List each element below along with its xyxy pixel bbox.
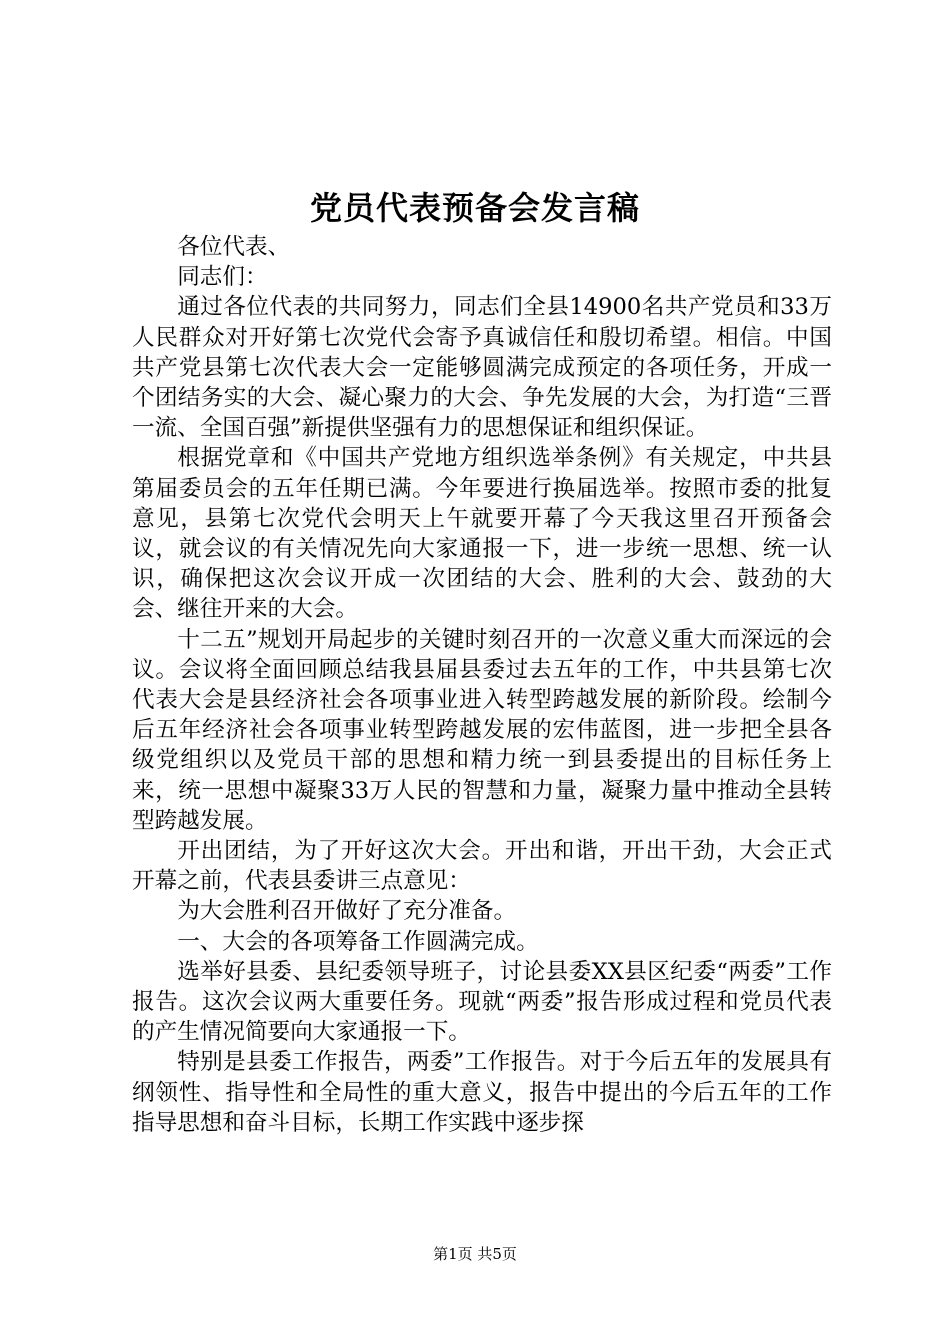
paragraph: 通过各位代表的共同努力，同志们全县14900名共产党员和33万人民群众对开好第七次党代会寄予真诚信任和殷切希望。相信。中国共产党县第七次代表大会一定能够圆满完成预定的各项任务，开成一个团结务实的大会、凝心聚力的大会、争先发展的大会，为打造“三晋一流、全国百强”新提供坚强有力的思想保证和组织保证。 [132, 294, 832, 442]
document-body [132, 232, 832, 1138]
page-title: 党员代表预备会发言稿 [309, 189, 640, 227]
section-heading: 一、大会的各项筹备工作圆满完成。 [177, 928, 539, 955]
paragraph: 特别是县委工作报告，两委”工作报告。对于今后五年的发展具有纲领性、指导性和全局性的重大意义，报告中提出的今后五年的工作指导思想和奋斗目标，长期工作实践中逐步探 [132, 1049, 832, 1136]
paragraph: 根据党章和《中国共产党地方组织选举条例》有关规定，中共县第届委员会的五年任期已满。今年要进行换届选举。按照市委的批复意见，县第七次党代会明天上午就要开幕了今天我这里召开预备会议，就会议的有关情况先向大家通报一下，进一步统一思想、统一认识，确保把这次会议开成一次团结的大会、胜利的大会、鼓劲的大会、继往开来的大会。 [132, 445, 832, 623]
paragraph: 开出团结，为了开好这次大会。开出和谐，开出干劲，大会正式开幕之前，代表县委讲三点意见： [132, 838, 832, 895]
paragraph: 为大会胜利召开做好了充分准备。 [177, 898, 517, 925]
paragraph-salutation-1: 各位代表、 [177, 234, 291, 260]
paragraph: 选举好县委、县纪委领导班子，讨论县委XX县区纪委“两委”工作报告。这次会议两大重要任务。现就“两委”报告形成过程和党员代表的产生情况简要向大家通报一下。 [132, 958, 832, 1046]
page-footer: 第1页 共5页 [433, 1245, 517, 1263]
paragraph: 十二五”规划开局起步的关键时刻召开的一次意义重大而深远的会议。会议将全面回顾总结我县届县委过去五年的工作，中共县第七次代表大会是县经济社会各项事业进入转型跨越发展的新阶段。绘制今后五年经济社会各项事业转型跨越发展的宏伟蓝图，进一步把全县各级党组织以及党员干部的思想和精力统一到县委提出的目标任务上来，统一思想中凝聚33万人民的智慧和力量，凝聚力量中推动全县转型跨越发展。 [132, 626, 832, 834]
paragraph-salutation-2: 同志们： [177, 264, 268, 291]
